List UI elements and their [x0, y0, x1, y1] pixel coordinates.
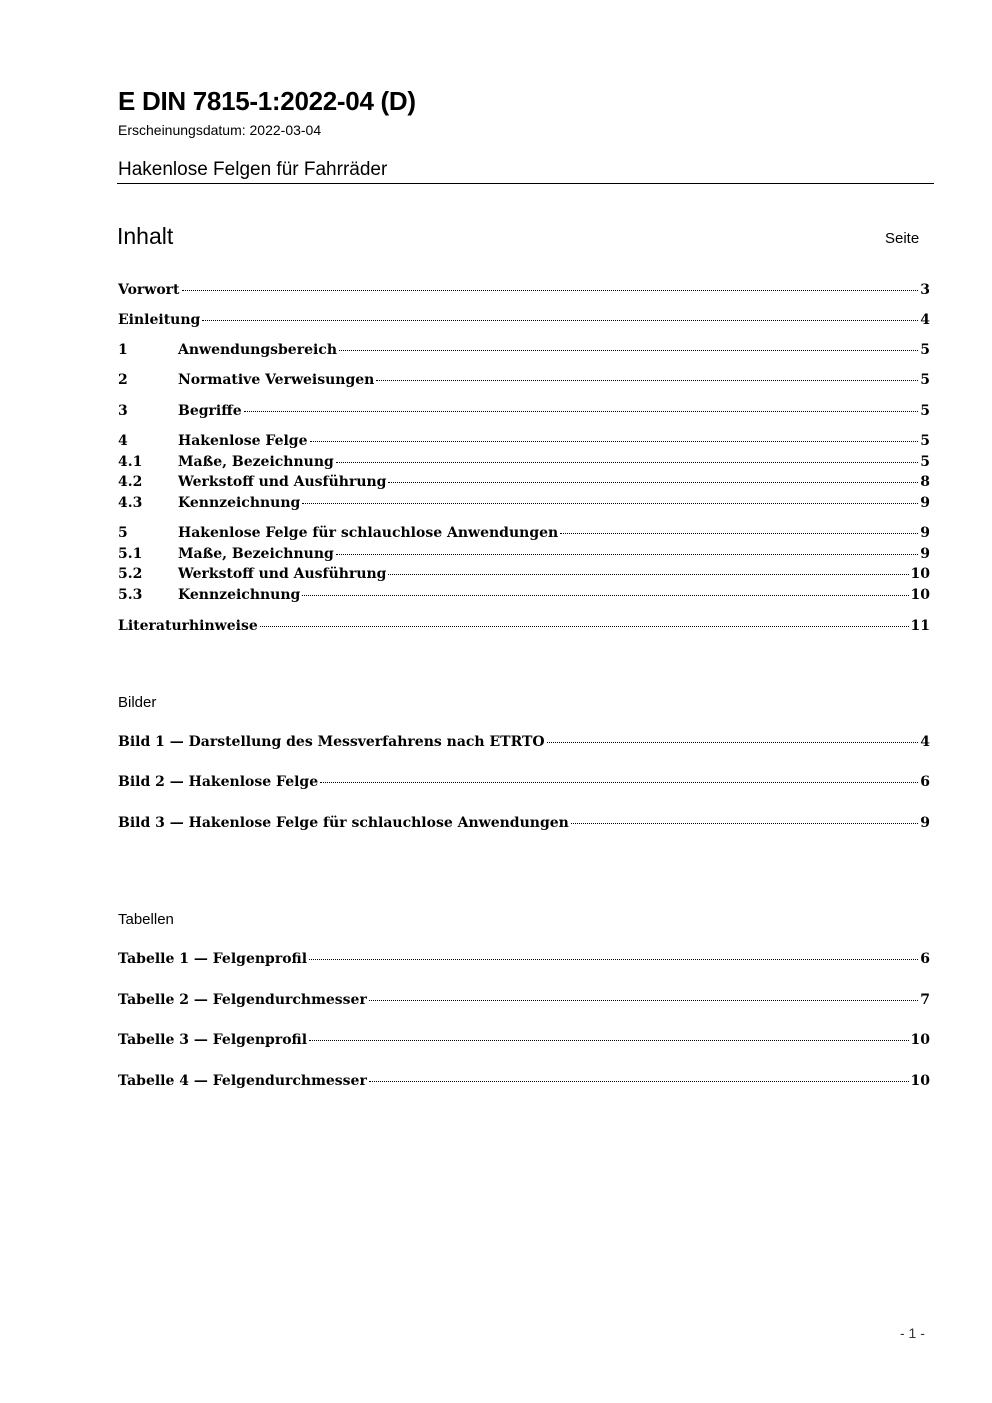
toc-entry-literaturhinweise[interactable] [118, 617, 930, 635]
table-entry-1[interactable] [118, 950, 930, 968]
dot-leader [388, 574, 908, 575]
toc-entry-page: 5 [920, 403, 930, 419]
dot-leader [260, 626, 909, 627]
table-entry-title: Tabelle 4 — Felgendurchmesser [118, 1073, 367, 1089]
table-entry-title: Tabelle 2 — Felgendurchmesser [118, 992, 367, 1008]
dot-leader [310, 441, 919, 442]
toc-entry-title: Normative Verweisungen [178, 372, 375, 388]
dot-leader [302, 503, 918, 504]
figure-entry-2[interactable] [118, 773, 930, 791]
toc-entry-1[interactable] [118, 341, 930, 359]
toc-entry-page: 5 [920, 372, 930, 388]
toc-entry-page: 8 [920, 474, 930, 490]
toc-entry-title: Kennzeichnung [178, 587, 301, 603]
toc-entry-title: Hakenlose Felge für schlauchlose Anwendungen [178, 525, 559, 541]
dot-leader [376, 380, 918, 381]
dot-leader [336, 462, 918, 463]
dot-leader [369, 1081, 909, 1082]
figure-entry-page: 6 [920, 774, 930, 790]
figure-entry-page: 4 [920, 734, 930, 750]
dot-leader [339, 350, 918, 351]
document-id: E DIN 7815-1:2022-04 (D) [118, 86, 416, 116]
table-entry-page: 10 [910, 1032, 930, 1048]
tables-heading: Tabellen [118, 911, 174, 928]
toc-entry-4-2[interactable] [118, 473, 930, 491]
table-entry-title: Tabelle 1 — Felgenprofil [118, 951, 308, 967]
toc-entry-number: 4.3 [118, 495, 143, 511]
toc-entry-title: Werkstoff und Ausführung [178, 566, 387, 582]
page-column-label: Seite [885, 230, 920, 247]
dot-leader [309, 1040, 908, 1041]
figure-entry-title: Bild 3 — Hakenlose Felge für schlauchlose Anwendungen [118, 815, 569, 831]
toc-entry-title: Einleitung [118, 312, 201, 328]
figures-heading: Bilder [118, 694, 157, 711]
toc-entry-5-3[interactable] [118, 586, 930, 604]
toc-entry-page: 10 [910, 566, 930, 582]
dot-leader [560, 533, 918, 534]
dot-leader [369, 1000, 918, 1001]
toc-entry-5[interactable] [118, 524, 930, 542]
figure-entry-page: 9 [920, 815, 930, 831]
toc-entry-page: 4 [920, 312, 930, 328]
dot-leader [388, 482, 918, 483]
table-entry-4[interactable] [118, 1072, 930, 1090]
toc-entry-page: 9 [920, 495, 930, 511]
title-rule [117, 183, 934, 184]
toc-entry-page: 5 [920, 433, 930, 449]
toc-entry-einleitung[interactable] [118, 311, 930, 329]
dot-leader [571, 823, 918, 824]
toc-entry-page: 3 [920, 282, 930, 298]
dot-leader [547, 742, 919, 743]
figure-entry-title: Bild 1 — Darstellung des Messverfahrens nach ETRTO [118, 734, 545, 750]
toc-entry-number: 5.3 [118, 587, 143, 603]
toc-entry-page: 9 [920, 546, 930, 562]
table-entry-3[interactable] [118, 1031, 930, 1049]
toc-entry-title: Vorwort [118, 282, 180, 298]
dot-leader [320, 782, 918, 783]
toc-entry-title: Kennzeichnung [178, 495, 301, 511]
toc-entry-4[interactable] [118, 432, 930, 450]
toc-entry-title: Anwendungsbereich [178, 342, 337, 358]
table-entry-2[interactable] [118, 991, 930, 1009]
dot-leader [336, 554, 918, 555]
figure-entry-1[interactable] [118, 733, 930, 751]
toc-entry-5-1[interactable] [118, 545, 930, 563]
toc-entry-3[interactable] [118, 402, 930, 420]
toc-entry-title: Maße, Bezeichnung [178, 546, 334, 562]
toc-entry-title: Begriffe [178, 403, 242, 419]
toc-entry-page: 10 [910, 587, 930, 603]
table-entry-page: 6 [920, 951, 930, 967]
toc-entry-page: 5 [920, 342, 930, 358]
toc-entry-number: 2 [118, 372, 128, 388]
toc-entry-2[interactable] [118, 371, 930, 389]
toc-entry-5-2[interactable] [118, 565, 930, 583]
dot-leader [302, 595, 908, 596]
toc-entry-number: 3 [118, 403, 128, 419]
figure-entry-3[interactable] [118, 814, 930, 832]
toc-entry-page: 11 [910, 618, 930, 634]
toc-entry-4-1[interactable] [118, 453, 930, 471]
toc-entry-title: Maße, Bezeichnung [178, 454, 334, 470]
toc-entry-vorwort[interactable] [118, 281, 930, 299]
dot-leader [309, 959, 918, 960]
toc-entry-title: Literaturhinweise [118, 618, 258, 634]
document-title: Hakenlose Felgen für Fahrräder [118, 159, 388, 180]
toc-entry-page: 5 [920, 454, 930, 470]
dot-leader [244, 411, 919, 412]
toc-entry-number: 4.2 [118, 474, 143, 490]
table-entry-title: Tabelle 3 — Felgenprofil [118, 1032, 308, 1048]
dot-leader [182, 290, 919, 291]
toc-heading: Inhalt [117, 223, 174, 249]
toc-entry-number: 4.1 [118, 454, 143, 470]
dot-leader [202, 320, 918, 321]
publication-date: Erscheinungsdatum: 2022-03-04 [118, 122, 322, 138]
toc-entry-number: 4 [118, 433, 128, 449]
table-entry-page: 10 [910, 1073, 930, 1089]
toc-entry-number: 1 [118, 342, 128, 358]
page-number: - 1 - [900, 1325, 925, 1341]
toc-entry-title: Werkstoff und Ausführung [178, 474, 387, 490]
figure-entry-title: Bild 2 — Hakenlose Felge [118, 774, 319, 790]
toc-entry-4-3[interactable] [118, 494, 930, 512]
table-entry-page: 7 [920, 992, 930, 1008]
toc-entry-number: 5 [118, 525, 128, 541]
toc-entry-page: 9 [920, 525, 930, 541]
toc-entry-number: 5.1 [118, 546, 143, 562]
toc-entry-number: 5.2 [118, 566, 143, 582]
toc-entry-title: Hakenlose Felge [178, 433, 308, 449]
